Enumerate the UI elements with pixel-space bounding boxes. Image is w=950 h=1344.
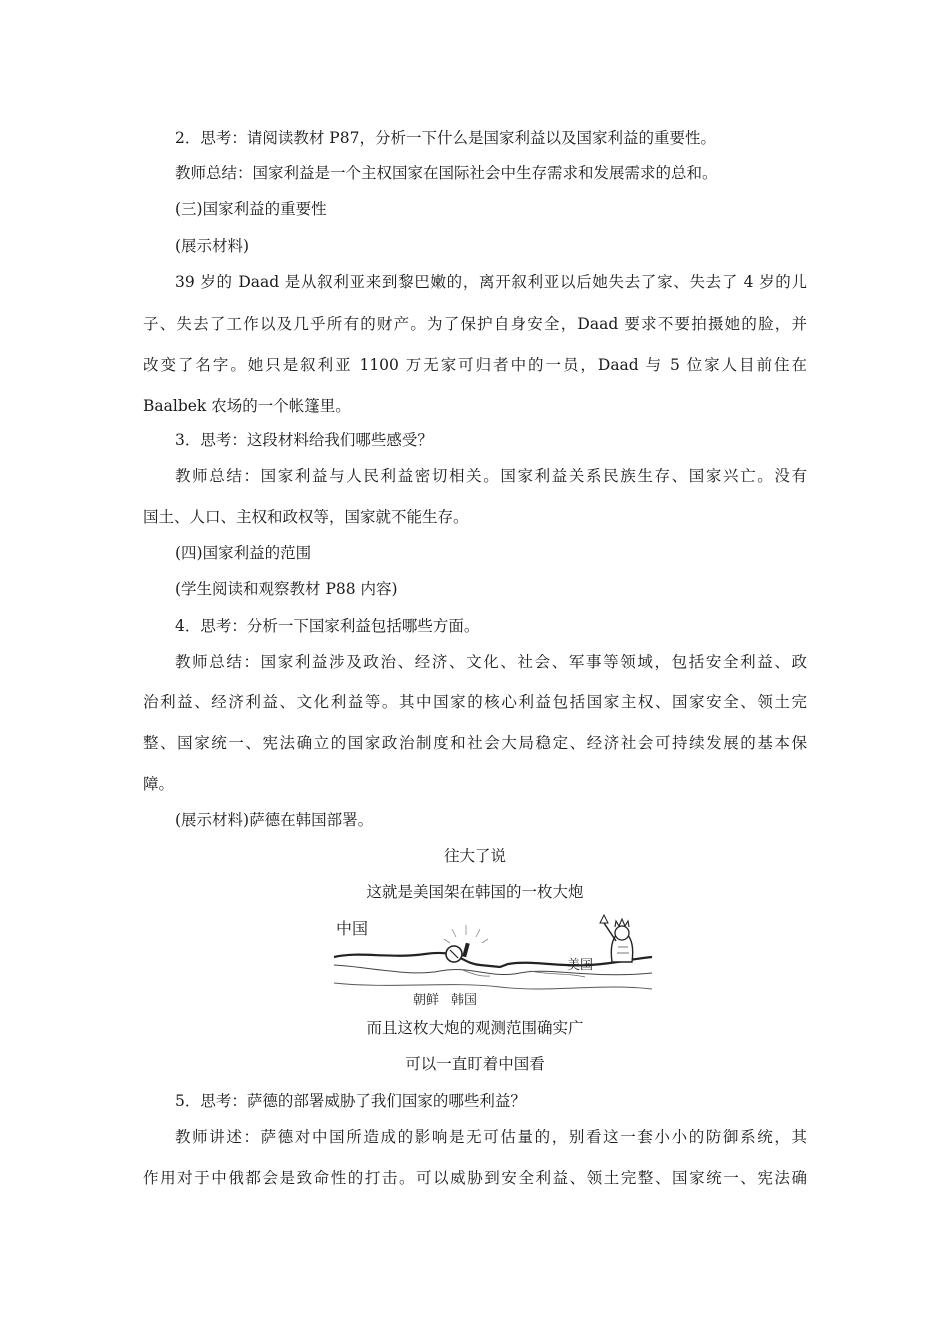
paragraph-show-material: (展示材料) <box>175 237 250 255</box>
paragraph-teacher-summary-2-line-1: 教师总结：国家利益与人民利益密切相关。国家利益关系民族生存、国家兴亡。没有 <box>175 467 807 485</box>
paragraph-teacher-summary-2-line-2: 国土、人口、主权和政权等，国家就不能生存。 <box>143 508 469 526</box>
paragraph-student-reading: (学生阅读和观察教材 P88 内容) <box>175 580 398 598</box>
cartoon-caption-bottom-1: 而且这枚大炮的观测范围确实广 <box>366 1019 584 1037</box>
paragraph-teacher-narration-line-2: 作用对于中俄都会是致命性的打击。可以威胁到安全利益、领土完整、国家统一、宪法确 <box>143 1169 807 1187</box>
paragraph-teacher-summary-1: 教师总结：国家利益是一个主权国家在国际社会中生存需求和发展需求的总和。 <box>175 164 718 182</box>
cartoon-caption-bottom-2: 可以一直盯着中国看 <box>405 1055 545 1073</box>
cartoon-label-china: 中国 <box>336 919 369 938</box>
paragraph-daad-line-1: 39 岁的 Daad 是从叙利亚来到黎巴嫩的，离开叙利亚以后她失去了家、失去了 4 岁的儿 <box>175 273 807 291</box>
cartoon-label-north-korea: 朝鲜 <box>413 993 440 1008</box>
radar-cannon-icon <box>444 925 488 962</box>
cartoon-label-usa: 美国 <box>567 958 594 973</box>
section-heading-3: (三)国家利益的重要性 <box>175 200 327 218</box>
paragraph-think-4: 4．思考：分析一下国家利益包括哪些方面。 <box>175 617 480 635</box>
cartoon-caption-top-1: 往大了说 <box>443 847 506 865</box>
coastline-top <box>334 953 652 967</box>
paragraph-daad-line-2: 子、失去了工作以及几乎所有的财产。为了保护自身安全，Daad 要求不要拍摄她的脸，并 <box>143 315 807 333</box>
paragraph-thaad-material: (展示材料)萨德在韩国部署。 <box>175 811 374 829</box>
cartoon-label-south-korea: 韩国 <box>451 993 478 1008</box>
sea-line-2 <box>334 983 652 989</box>
section-heading-4: (四)国家利益的范围 <box>175 544 312 562</box>
paragraph-think-2: 2．思考：请阅读教材 P87，分析一下什么是国家利益以及国家利益的重要性。 <box>175 129 716 147</box>
paragraph-daad-line-4: Baalbek 农场的一个帐篷里。 <box>143 397 351 415</box>
paragraph-daad-line-3: 改变了名字。她只是叙利亚 1100 万无家可归者中的一员，Daad 与 5 位家人目前住在 <box>143 356 807 374</box>
paragraph-teacher-narration-line-1: 教师讲述：萨德对中国所造成的影响是无可估量的，别看这一套小小的防御系统，其 <box>175 1128 807 1146</box>
paragraph-teacher-summary-3-line-2: 治利益、经济利益、文化利益等。其中国家的核心利益包括国家主权、国家安全、领土完 <box>143 693 807 711</box>
paragraph-teacher-summary-3-line-1: 教师总结：国家利益涉及政治、经济、文化、社会、军事等领域，包括安全利益、政 <box>175 653 807 671</box>
thaad-cartoon-image <box>330 907 655 1009</box>
cartoon-caption-top-2: 这就是美国架在韩国的一枚大炮 <box>366 883 584 901</box>
paragraph-teacher-summary-3-line-3: 整、国家统一、宪法确立的国家政治制度和社会大局稳定、经济社会可持续发展的基本保 <box>143 734 807 752</box>
statue-of-liberty-icon <box>600 915 633 962</box>
paragraph-think-5: 5．思考：萨德的部署威胁了我们国家的哪些利益？ <box>175 1092 526 1110</box>
paragraph-teacher-summary-3-line-4: 障。 <box>143 775 175 793</box>
paragraph-think-3: 3．思考：这段材料给我们哪些感受？ <box>175 431 433 449</box>
